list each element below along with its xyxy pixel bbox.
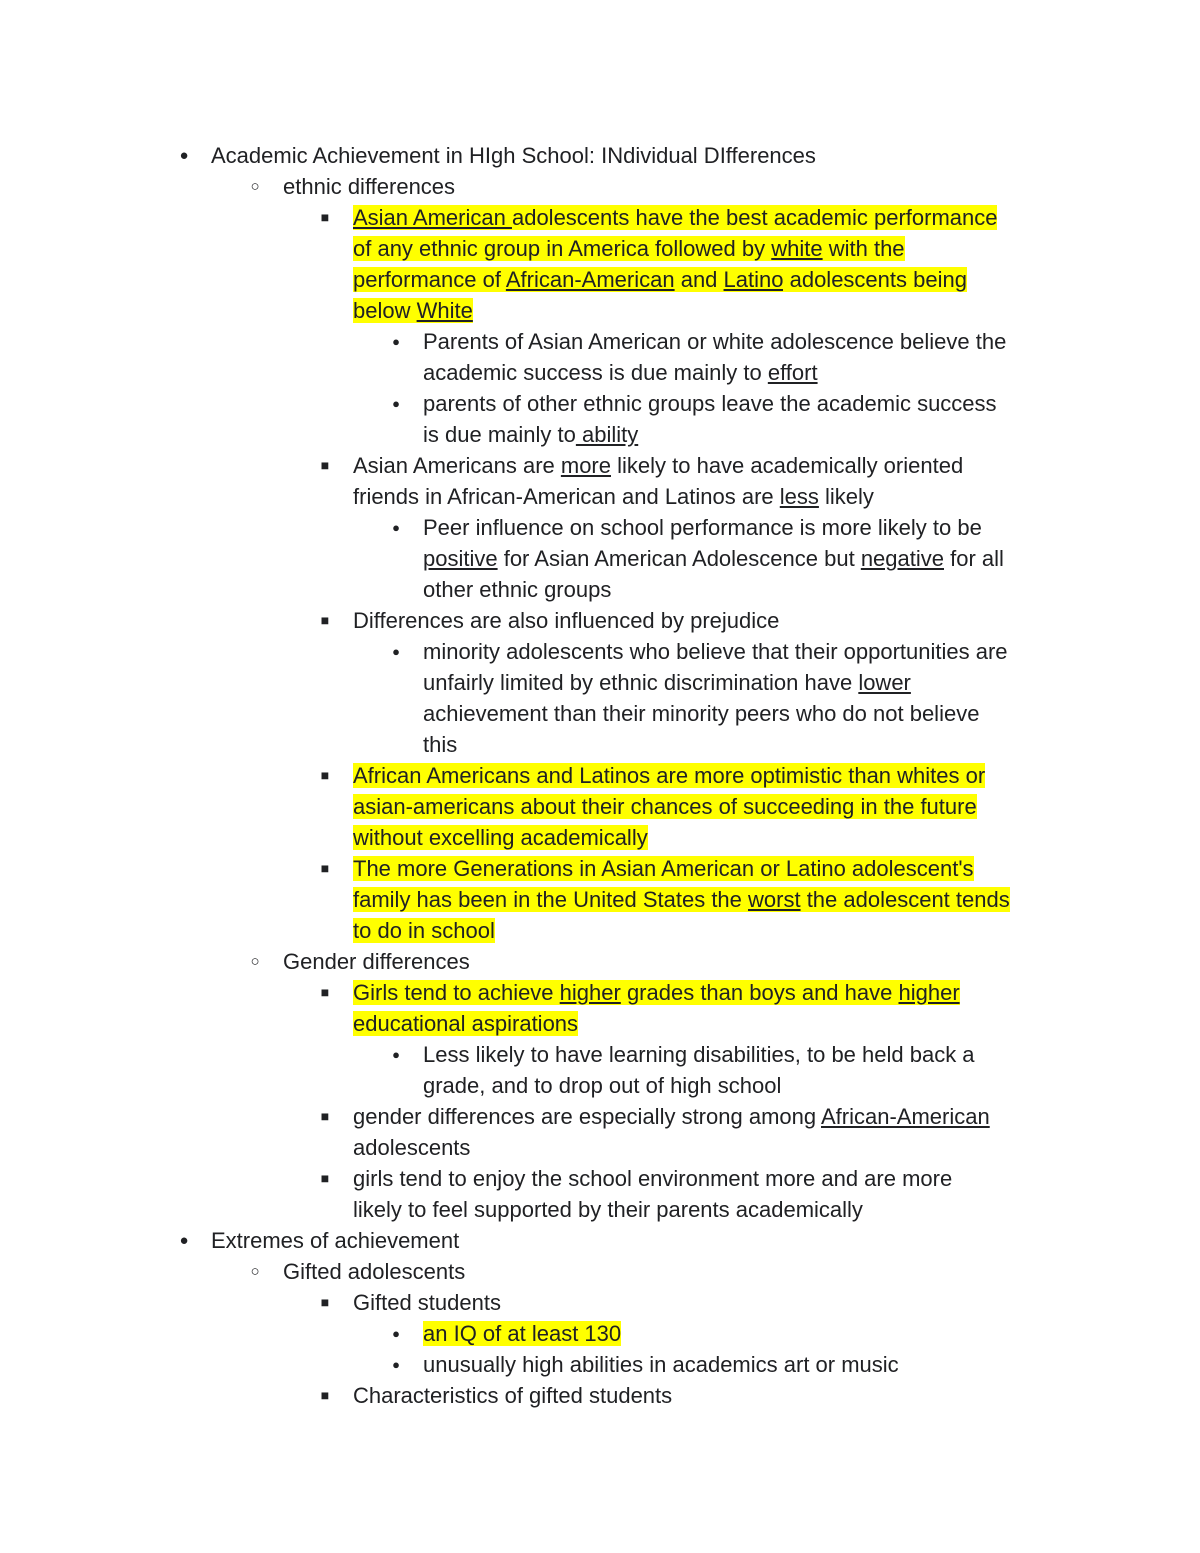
outline-line [423, 1318, 621, 1349]
outline-line [423, 388, 997, 419]
underlined-text: White [416, 298, 473, 323]
underlined-text: ability [575, 422, 639, 447]
level4-bullet-icon: ● [392, 1326, 400, 1341]
underlined-text: white [771, 236, 823, 261]
text-run: Extremes of achievement [211, 1228, 460, 1253]
text-run: likely to have academically oriented [611, 453, 964, 478]
level2-bullet-icon: ○ [250, 953, 260, 970]
outline-line [353, 1194, 863, 1225]
outline-line [353, 1163, 952, 1194]
level4-bullet-icon: ● [392, 1047, 400, 1062]
level3-bullet-icon: ■ [320, 1170, 330, 1186]
text-run: of any ethnic group in America followed by [353, 236, 772, 261]
level2-bullet-icon: ○ [250, 1263, 260, 1280]
text-run: Gifted students [353, 1290, 501, 1315]
text-run: achievement than their minority peers who do not believe [423, 701, 980, 726]
text-run: grade, and to drop out of high school [423, 1073, 782, 1098]
text-run: academic success is due mainly to [423, 360, 768, 385]
text-run: likely [818, 484, 874, 509]
text-run: to do in school [353, 918, 495, 943]
outline-line [283, 171, 455, 202]
outline-line [353, 202, 997, 233]
underlined-text: Latino [723, 267, 784, 292]
outline-line [423, 574, 611, 605]
underlined-text: higher [898, 980, 960, 1005]
text-run: The more Generations in Asian American or Latino adolescent's [353, 856, 974, 881]
text-run: grades than boys and have [620, 980, 899, 1005]
text-run: African Americans and Latinos are more optimistic than whites or [353, 763, 986, 788]
level4-bullet-icon: ● [392, 520, 400, 535]
level3-bullet-icon: ■ [320, 1294, 330, 1310]
text-run: girls tend to enjoy the school environment more and are more [353, 1166, 953, 1191]
outline-line [423, 729, 457, 760]
text-run: Peer influence on school performance is more likely to be [423, 515, 982, 540]
text-run: gender differences are especially strong among [353, 1104, 821, 1129]
outline-line [423, 698, 979, 729]
underlined-text: positive [423, 546, 498, 571]
text-run: Differences are also influenced by prejudice [353, 608, 780, 633]
text-run: Characteristics of gifted students [353, 1383, 673, 1408]
outline-line [423, 357, 818, 388]
outline-line [353, 1380, 672, 1411]
outline-line [423, 1070, 781, 1101]
level3-bullet-icon: ■ [320, 860, 330, 876]
text-run: unfairly limited by ethnic discrimination have [423, 670, 859, 695]
text-run: friends in African-American and Latinos are [353, 484, 780, 509]
outline-line [353, 977, 960, 1008]
text-run: for Asian American Adolescence but [497, 546, 861, 571]
text-run: for all [944, 546, 1004, 571]
outline-line [353, 853, 974, 884]
level1-bullet-icon: ● [179, 147, 189, 164]
outline-line [353, 822, 648, 853]
outline-line [423, 667, 911, 698]
outline-line [353, 1008, 578, 1039]
outline-line [211, 1225, 459, 1256]
text-run: with the [822, 236, 905, 261]
text-run: this [423, 732, 458, 757]
underlined-text: worst [748, 887, 801, 912]
text-run: adolescents have the best academic performance [511, 205, 998, 230]
outline-line [423, 512, 982, 543]
underlined-text: more [560, 453, 611, 478]
outline-line [423, 326, 1006, 357]
underlined-text: lower [858, 670, 911, 695]
underlined-text: African-American [821, 1104, 990, 1129]
text-run: educational aspirations [353, 1011, 579, 1036]
text-run: Academic Achievement in HIgh School: INdividual DIfferences [211, 143, 816, 168]
underlined-text: effort [767, 360, 818, 385]
outline-line [353, 233, 905, 264]
outline-line [353, 915, 495, 946]
level2-bullet-icon: ○ [250, 178, 260, 195]
outline-line [353, 450, 963, 481]
text-run: Asian Americans are [353, 453, 561, 478]
text-run: other ethnic groups [423, 577, 612, 602]
text-run: an IQ of at least 130 [423, 1321, 622, 1346]
level3-bullet-icon: ■ [320, 767, 330, 783]
level1-bullet-icon: ● [179, 1232, 189, 1249]
outline-line [211, 140, 816, 171]
level4-bullet-icon: ● [392, 396, 400, 411]
level4-bullet-icon: ● [392, 644, 400, 659]
level3-bullet-icon: ■ [320, 984, 330, 1000]
text-run: adolescents [353, 1135, 471, 1160]
text-run: ethnic differences [283, 174, 456, 199]
outline-line [353, 264, 967, 295]
text-run: asian-americans about their chances of succeeding in the future [353, 794, 977, 819]
level3-bullet-icon: ■ [320, 457, 330, 473]
text-run: Less likely to have learning disabilities, to be held back a [423, 1042, 975, 1067]
text-run: family has been in the United States the [353, 887, 749, 912]
level3-bullet-icon: ■ [320, 209, 330, 225]
text-run: without excelling academically [353, 825, 648, 850]
outline-line [423, 1039, 975, 1070]
text-run: the adolescent tends [800, 887, 1010, 912]
text-run: Gifted adolescents [283, 1259, 466, 1284]
text-run: likely to feel supported by their parents academically [353, 1197, 863, 1222]
outline-line [353, 1287, 501, 1318]
level4-bullet-icon: ● [392, 1357, 400, 1372]
outline-line [353, 605, 779, 636]
level4-bullet-icon: ● [392, 334, 400, 349]
level3-bullet-icon: ■ [320, 1387, 330, 1403]
outline-line [423, 543, 1004, 574]
outline-line [353, 1132, 470, 1163]
text-run: performance of [353, 267, 506, 292]
outline-line [353, 760, 985, 791]
level3-bullet-icon: ■ [320, 612, 330, 628]
text-run: is due mainly to [423, 422, 576, 447]
text-run: Gender differences [283, 949, 470, 974]
outline-line [353, 481, 874, 512]
underlined-text: less [779, 484, 819, 509]
text-run: and [674, 267, 724, 292]
level3-bullet-icon: ■ [320, 1108, 330, 1124]
underlined-text: Asian American [353, 205, 512, 230]
text-run: Girls tend to achieve [353, 980, 560, 1005]
text-run: Parents of Asian American or white adolescence believe the [423, 329, 1007, 354]
underlined-text: African-American [505, 267, 675, 292]
outline-line [423, 636, 1008, 667]
outline-line [423, 1349, 899, 1380]
text-run: parents of other ethnic groups leave the academic success [423, 391, 997, 416]
outline-line [353, 884, 1010, 915]
outline-line [353, 791, 977, 822]
text-run: adolescents being [783, 267, 967, 292]
underlined-text: higher [559, 980, 621, 1005]
outline-line [423, 419, 638, 450]
text-run: minority adolescents who believe that their opportunities are [423, 639, 1008, 664]
text-run: below [353, 298, 417, 323]
outline-line [353, 1101, 990, 1132]
text-run: unusually high abilities in academics art or music [423, 1352, 899, 1377]
outline-line [353, 295, 473, 326]
underlined-text: negative [860, 546, 944, 571]
outline-line [283, 1256, 465, 1287]
outline-line [283, 946, 470, 977]
